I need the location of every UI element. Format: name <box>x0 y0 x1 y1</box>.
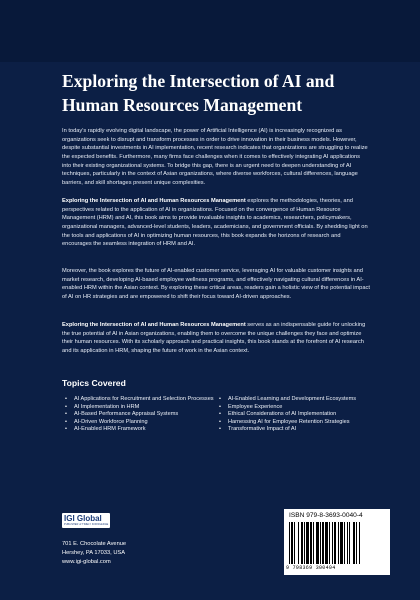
barcode-bar <box>306 522 309 564</box>
barcode-bar <box>325 522 328 564</box>
description-paragraph-4 <box>62 321 370 356</box>
barcode-label <box>284 509 390 575</box>
publisher-logo-tagline: PUBLISHER of TIMELY KNOWLEDGE <box>64 523 109 526</box>
topics-heading: Topics Covered <box>62 378 126 388</box>
barcode-image <box>287 522 387 564</box>
description-paragraph-3: Moreover, the book explores the future of AI-enabled customer service, leveraging AI for valuable customer insights and market research, developing AI-based employee wellness programs, and effectively navigating cultural differences in AI-enabled HRM within the Asian context. By exploring these critical areas, readers gain a holistic view of the potential impact of AI on HR strategies and are empowered to shift their focus toward AI-driven approaches. <box>62 268 370 300</box>
paragraph-4-text: serves as an indispensable guide for unlocking the true potential of AI in Asian organizations, enabling them to overcome the unique challenges they face and optimize their human resources. With its scholarly approach and practical insights, this book stands at the forefront of AI research and its application in HRM, shaping the future of work in the Asian context. <box>62 322 366 354</box>
topic-item: • Harnessing AI for Employee Retention Strategies <box>218 419 378 427</box>
topics-list-left <box>64 396 214 434</box>
book-title-inline: Exploring the Intersection of AI and Human Resources Management <box>62 322 246 328</box>
barcode-bar <box>310 522 312 564</box>
barcode-bar <box>291 522 293 564</box>
barcode-bar <box>294 522 295 564</box>
barcode-bar <box>332 522 333 564</box>
topic-item: • AI Applications for Recruitment and Selection Processes <box>64 396 214 404</box>
topic-item: • Ethical Considerations of AI Implementation <box>218 411 378 419</box>
barcode-bar <box>313 522 314 564</box>
barcode-bar <box>304 522 305 564</box>
barcode-bar <box>289 522 290 564</box>
topic-item: • AI-Driven Workforce Planning <box>64 419 214 427</box>
barcode-bar <box>301 522 303 564</box>
barcode-bar <box>334 522 336 564</box>
barcode-bar <box>349 522 350 564</box>
barcode-bar <box>356 522 357 564</box>
address-line-1: 701 E. Chocolate Avenue <box>62 541 127 547</box>
barcode-bar <box>344 522 345 564</box>
barcode-bar <box>298 522 299 564</box>
top-band <box>0 0 420 62</box>
description-paragraph-1: In today's rapidly evolving digital landscape, the power of Artificial Intelligence (AI) is increasingly recognized as organizations seek to disrupt and transform processes in order to drive innovation in their business models. However, despite substantial investments in AI implementation, recent research indicates that organizations are struggling to realize the expected benefits. Furthermore, many firms face challenges when it comes to effectively integrating AI applications into their existing organizational systems. To bridge this gap, there is an urgent need to deepen understanding of AI techniques, particularly in the context of Asian organizations, where diverse workforces, cultural differences, language barriers, and skill shortages present unique complexities. <box>62 128 368 186</box>
barcode-digits: 9 798369 300404 <box>286 565 336 571</box>
description-paragraph-2 <box>62 197 370 249</box>
barcode-bar <box>316 522 319 564</box>
topic-item: • AI-Enabled Learning and Development Ecosystems <box>218 396 378 404</box>
isbn-text: ISBN 979-8-3693-0040-4 <box>289 512 363 519</box>
topic-item: • Transformative Impact of AI <box>218 426 378 434</box>
barcode-bar <box>322 522 324 564</box>
book-title-line2: Human Resources Management <box>62 95 303 115</box>
publisher-logo-text: IGI Global <box>64 514 102 523</box>
book-title-line1: Exploring the Intersection of AI and <box>62 71 335 91</box>
paragraph-2-text: explores the methodologies, theories, and perspectives related to the application of AI in organizations. Focused on the convergence of Human Resource Management (HRM) and AI, this book aims to provide invaluable insights to academics, researchers, policymakers, organizational managers, advanced-level students, leaders, academicians, and government officials. By shedding light on the tools and applications of AI in optimizing human resources, this book expands the horizons of research and encourages the seamless integration of HRM and AI. <box>62 198 368 248</box>
publisher-logo <box>62 513 110 528</box>
barcode-bar <box>320 522 321 564</box>
topics-list-right <box>218 396 378 434</box>
publisher-address <box>62 540 126 566</box>
topic-item: • Employee Experience <box>218 404 378 412</box>
barcode-bar <box>347 522 348 564</box>
barcode-bar <box>353 522 355 564</box>
topic-item: • AI-Enabled HRM Framework <box>64 426 214 434</box>
topic-item: • AI Implementation in HRM <box>64 404 214 412</box>
book-title-inline: Exploring the Intersection of AI and Human Resources Management <box>62 198 246 204</box>
barcode-bar <box>338 522 339 564</box>
address-line-2: Hershey, PA 17033, USA <box>62 549 126 556</box>
book-title <box>62 69 392 117</box>
barcode-bar <box>340 522 343 564</box>
topic-item: • AI-Based Performance Appraisal Systems <box>64 411 214 419</box>
barcode-bar <box>329 522 330 564</box>
publisher-website: www.igi-global.com <box>62 558 111 565</box>
barcode-bar <box>359 522 360 564</box>
